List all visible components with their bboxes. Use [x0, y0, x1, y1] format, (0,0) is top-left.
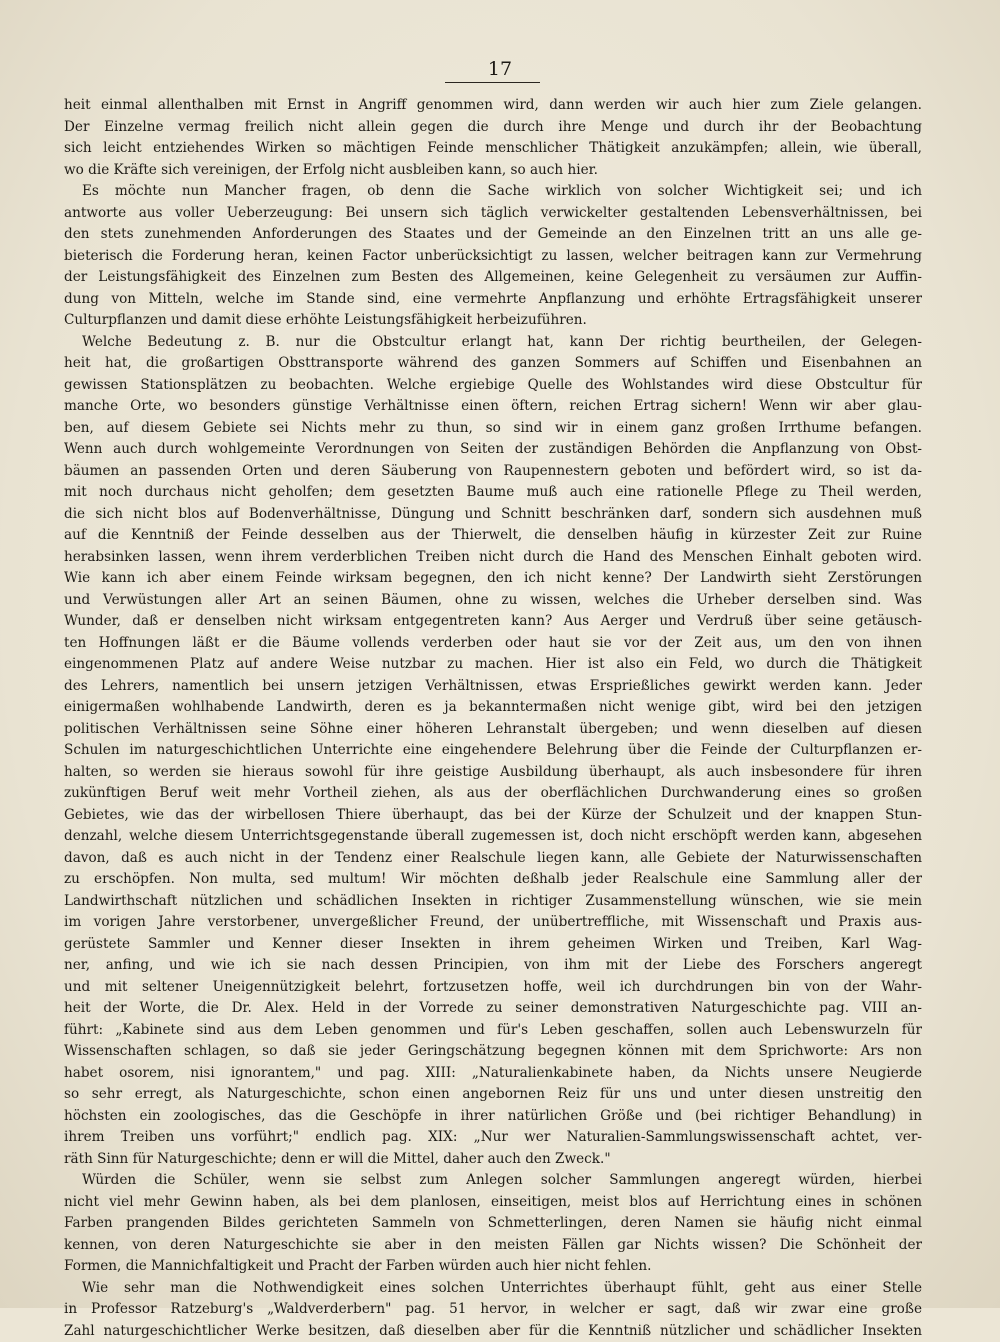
- text-line: heit der Worte, die Dr. Alex. Held in der Vorrede zu seiner demonstrativen Naturgeschichte pag. VIII an-: [64, 998, 922, 1020]
- text-line: und mit seltener Uneigennützigkeit belehrt, fortzusetzen hoffe, weil ich durchdrungen bin von der Wahr-: [64, 977, 922, 999]
- text-line: auf die Kenntniß der Feinde desselben aus der Thierwelt, die denselben häufig in kürzester Zeit zur Ruine: [64, 525, 922, 547]
- text-line: die sich nicht blos auf Bodenverhältnisse, Düngung und Schnitt beschränken darf, sondern sich ausdehnen muß: [64, 504, 922, 526]
- body-text: [64, 95, 922, 1342]
- text-line: Welche Bedeutung z. B. nur die Obstcultur erlangt hat, kann Der richtig beurtheilen, der Gelegen-: [64, 332, 922, 354]
- text-line: der Leistungsfähigkeit des Einzelnen zum Besten des Allgemeinen, keine Gelegenheit zu versäumen zur Auffin-: [64, 267, 922, 289]
- text-line: den stets zunehmenden Anforderungen des Staates und der Gemeinde an den Einzelnen tritt an uns alle ge-: [64, 224, 922, 246]
- text-line: gerüstete Sammler und Kenner dieser Insekten in ihrem geheimen Wirken und Treiben, Karl Wag-: [64, 934, 922, 956]
- text-line: des Lehrers, namentlich bei unsern jetzigen Verhältnissen, etwas Ersprießliches gewirkt werden kann. Jeder: [64, 676, 922, 698]
- text-line: halten, so werden sie hieraus sowohl für ihre geistige Ausbildung überhaupt, als auch insbesondere für ihren: [64, 762, 922, 784]
- text-line: ihrem Treiben uns vorführt;" endlich pag. XIX: „Nur wer Naturalien-Sammlungswissenschaft achtet, ver-: [64, 1127, 922, 1149]
- text-line: wo die Kräfte sich vereinigen, der Erfolg nicht ausbleiben kann, so auch hier.: [64, 160, 922, 182]
- page-number-rule: [445, 82, 540, 83]
- text-line: Farben prangenden Bildes gerichteten Sammeln von Schmetterlingen, deren Namen sie häufig nicht einmal: [64, 1213, 922, 1235]
- text-line: im vorigen Jahre verstorbener, unvergeßlicher Freund, der unübertreffliche, mit Wissenschaft und Praxis aus-: [64, 912, 922, 934]
- text-line: heit hat, die großartigen Obsttransporte während des ganzen Sommers auf Schiffen und Eisenbahnen an: [64, 353, 922, 375]
- text-line: räth Sinn für Naturgeschichte; denn er will die Mittel, daher auch den Zweck.": [64, 1149, 922, 1171]
- text-line: Wissenschaften schlagen, so daß sie jeder Geringschätzung begegnen können mit dem Sprichworte: Ars non: [64, 1041, 922, 1063]
- text-line: ner, anfing, und wie ich sie nach dessen Principien, von ihm mit der Liebe des Forschers angeregt: [64, 955, 922, 977]
- text-line: denzahl, welche diesem Unterrichtsgegenstande überall zugemessen ist, doch nicht erschöpft werden kann, abgesehen: [64, 826, 922, 848]
- text-line: Der Einzelne vermag freilich nicht allein gegen die durch ihre Menge und durch ihr der Beobachtung: [64, 117, 922, 139]
- text-line: Landwirthschaft nützlichen und schädlichen Insekten in richtiger Zusammenstellung wünschen, wie sie mein: [64, 891, 922, 913]
- text-line: manche Orte, wo besonders günstige Verhältnisse einen öftern, reichen Ertrag sichern! Wenn wir aber glau-: [64, 396, 922, 418]
- text-line: bäumen an passenden Orten und deren Säuberung von Raupennestern geboten und befördert wird, so ist da-: [64, 461, 922, 483]
- text-line: zu erschöpfen. Non multa, sed multum! Wir möchten deßhalb jeder Realschule eine Sammlung aller der: [64, 869, 922, 891]
- text-line: Schulen im naturgeschichtlichen Unterrichte eine eingehendere Belehrung über die Feinde der Culturpflanzen er-: [64, 740, 922, 762]
- text-line: Es möchte nun Mancher fragen, ob denn die Sache wirklich von solcher Wichtigkeit sei; und ich: [64, 181, 922, 203]
- text-line: herabsinken lassen, wenn ihrem verderblichen Treiben nicht durch die Hand des Menschen Einhalt geboten wird.: [64, 547, 922, 569]
- text-line: sich leicht entziehendes Wirken so mächtigen Feinde menschlicher Thätigkeit anzukämpfen; allein, wie überall,: [64, 138, 922, 160]
- text-line: Würden die Schüler, wenn sie selbst zum Anlegen solcher Sammlungen angeregt würden, hierbei: [64, 1170, 922, 1192]
- text-line: ten Hoffnungen läßt er die Bäume vollends verderben oder haut sie vor der Zeit aus, um den von ihnen: [64, 633, 922, 655]
- text-line: dung von Mitteln, welche im Stande sind, eine vermehrte Anpflanzung und erhöhte Ertragsfähigkeit unserer: [64, 289, 922, 311]
- text-line: politischen Verhältnissen seine Söhne einer höheren Lehranstalt übergeben; und wenn dieselben auf diesen: [64, 719, 922, 741]
- text-line: habet osorem, nisi ignorantem," und pag. XIII: „Naturalienkabinete haben, da Nichts unsere Neugierde: [64, 1063, 922, 1085]
- text-line: mit noch durchaus nicht geholfen; dem gesetzten Baume muß auch eine rationelle Pflege zu Theil werden,: [64, 482, 922, 504]
- text-line: einigermaßen wohlhabende Landwirth, deren es ja bekanntermaßen nicht wenige gibt, wird bei den jetzigen: [64, 697, 922, 719]
- text-line: antworte aus voller Ueberzeugung: Bei unsern sich täglich verwickelter gestaltenden Lebensverhältnissen, bei: [64, 203, 922, 225]
- text-line: Wunder, daß er denselben nicht wirksam entgegentreten kann? Aus Aerger und Verdruß über seine getäusch-: [64, 611, 922, 633]
- text-line: Wie sehr man die Nothwendigkeit eines solchen Unterrichtes überhaupt fühlt, geht aus einer Stelle: [64, 1278, 922, 1300]
- text-line: und Verwüstungen aller Art an seinen Bäumen, ohne zu wissen, welches die Urheber derselben sind. Was: [64, 590, 922, 612]
- text-line: Zahl naturgeschichtlicher Werke besitzen, daß dieselben aber für die Kenntniß nützlicher und schädlicher Insekten: [64, 1321, 922, 1342]
- page-number: 17: [460, 58, 540, 80]
- text-line: nicht viel mehr Gewinn haben, als bei dem planlosen, einseitigen, meist blos auf Herrichtung eines in schönen: [64, 1192, 922, 1214]
- text-line: gewissen Stationsplätzen zu beobachten. Welche ergiebige Quelle des Wohlstandes wird diese Obstcultur für: [64, 375, 922, 397]
- text-line: Formen, die Mannichfaltigkeit und Pracht der Farben würden auch hier nicht fehlen.: [64, 1256, 922, 1278]
- text-line: eingenommenen Platz auf andere Weise nutzbar zu machen. Hier ist also ein Feld, wo durch die Thätigkeit: [64, 654, 922, 676]
- text-line: davon, daß es auch nicht in der Tendenz einer Realschule liegen kann, alle Gebiete der Naturwissenschaften: [64, 848, 922, 870]
- text-line: Wenn auch durch wohlgemeinte Verordnungen von Seiten der zuständigen Behörden die Anpflanzung von Obst-: [64, 439, 922, 461]
- text-line: so sehr erregt, als Naturgeschichte, schon einen angebornen Reiz für uns und unter diesen unstreitig den: [64, 1084, 922, 1106]
- text-line: Culturpflanzen und damit diese erhöhte Leistungsfähigkeit herbeizuführen.: [64, 310, 922, 332]
- text-line: heit einmal allenthalben mit Ernst in Angriff genommen wird, dann werden wir auch hier zum Ziele gelangen.: [64, 95, 922, 117]
- text-line: höchsten ein zoologisches, das die Geschöpfe in ihrer natürlichen Größe und (bei richtiger Behandlung) in: [64, 1106, 922, 1128]
- text-line: Wie kann ich aber einem Feinde wirksam begegnen, den ich nicht kenne? Der Landwirth sieht Zerstörungen: [64, 568, 922, 590]
- text-line: kennen, von deren Naturgeschichte sie aber in den meisten Fällen gar Nichts wissen? Die Schönheit der: [64, 1235, 922, 1257]
- text-line: zukünftigen Beruf weit mehr Vortheil ziehen, als aus der oberflächlichen Durchwanderung eines so großen: [64, 783, 922, 805]
- text-line: führt: „Kabinete sind aus dem Leben genommen und für's Leben geschaffen, sollen auch Lebenswurzeln für: [64, 1020, 922, 1042]
- text-line: Gebietes, wie das der wirbellosen Thiere überhaupt, das bei der Kürze der Schulzeit und der knappen Stun-: [64, 805, 922, 827]
- text-line: in Professor Ratzeburg's „Waldverderbern" pag. 51 hervor, in welcher er sagt, daß wir zwar eine große: [64, 1299, 922, 1321]
- text-line: ben, auf diesem Gebiete sei Nichts mehr zu thun, so sind wir in einem ganz großen Irrthume befangen.: [64, 418, 922, 440]
- text-line: bieterisch die Forderung heran, keinen Factor unberücksichtigt zu lassen, welcher beitragen kann zur Vermehrung: [64, 246, 922, 268]
